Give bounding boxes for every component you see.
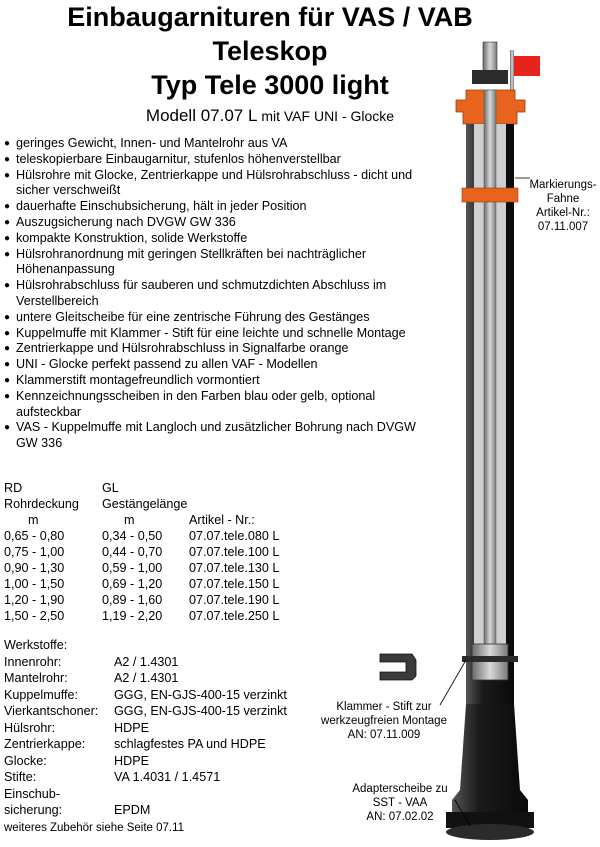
klammer-pin-icon	[462, 656, 518, 662]
flag-callout-line: Markierungs-	[529, 179, 597, 191]
unit-rd: m	[28, 513, 39, 527]
cell-artikel: 07.07.tele.150 L	[189, 577, 280, 591]
material-value: VA 1.4031 / 1.4571	[114, 770, 221, 784]
subtitle-model: Modell 07.07 L	[145, 106, 258, 125]
title-line-1: Einbaugarnituren für VAS / VAB	[67, 2, 473, 32]
cell-artikel: 07.07.tele.080 L	[189, 529, 280, 543]
inner-rod	[484, 90, 496, 650]
klammer-callout	[300, 700, 468, 742]
flag-callout-line: Fahne	[546, 193, 580, 205]
cell-gl: 1,19 - 2,20	[102, 609, 163, 623]
klammer-leader-line	[440, 660, 466, 705]
feature-item: ● VAS - Kuppelmuffe mit Langloch und zusätzlicher Bohrung nach DVGW GW 336	[4, 420, 434, 452]
feature-item: ● Zentrierkappe und Hülsrohrabschluss in Signalfarbe orange	[4, 341, 434, 357]
adapter-callout-line: SST - VAA	[372, 797, 428, 809]
feature-item: ● untere Gleitscheibe für eine zentrische Führung des Gestänges	[4, 310, 434, 326]
feature-item: ● Hülsrohre mit Glocke, Zentrierkappe und Hülsrohrabschluss - dicht und sicher verschweißt	[4, 168, 434, 200]
feature-item: ● UNI - Glocke perfekt passend zu allen VAF - Modellen	[4, 357, 434, 373]
material-value: GGG, EN-GJS-400-15 verzinkt	[114, 687, 287, 702]
title-line-3: Typ Tele 3000 light	[151, 70, 389, 100]
header-gl: GL	[102, 481, 119, 495]
material-value: HDPE	[114, 720, 149, 735]
kuppelmuffe	[472, 644, 508, 680]
material-value: A2 / 1.4301	[114, 654, 179, 669]
feature-list	[4, 136, 434, 452]
subtitle-bell: mit VAF UNI - Glocke	[257, 108, 395, 124]
material-key: Innenrohr:	[4, 654, 62, 669]
cell-gl: 0,44 - 0,70	[102, 545, 163, 559]
cell-rd: 0,75 - 1,00	[4, 545, 65, 559]
feature-item: ● Auszugsicherung nach DVGW GW 336	[4, 215, 434, 231]
footer-note: weiteres Zubehör siehe Seite 07.11	[4, 822, 185, 834]
subtitle	[0, 106, 540, 126]
cell-rd: 1,20 - 1,90	[4, 593, 65, 607]
cell-gl: 0,34 - 0,50	[102, 529, 163, 543]
material-key: Stifte:	[4, 770, 37, 784]
mantle-pipe	[466, 124, 514, 704]
material-key: Glocke:	[4, 753, 47, 768]
feature-item: ● Kuppelmuffe mit Klammer - Stift für eine leichte und schnelle Montage	[4, 326, 434, 342]
flag-callout	[526, 178, 600, 234]
feature-item: ● geringes Gewicht, Innen- und Mantelrohr aus VA	[4, 136, 434, 152]
hulsrohrabschluss	[462, 188, 518, 202]
feature-item: ● Hülsrohranordnung mit geringen Stellkräften bei nachträglicher Höhenanpassung	[4, 247, 434, 279]
flag-callout-line: 07.11.007	[537, 221, 589, 233]
header-rd: RD	[4, 481, 23, 495]
adapter-callout-line: Adapterscheibe zu	[352, 783, 448, 795]
klammer-callout-line: Klammer - Stift zur	[336, 701, 432, 713]
cell-gl: 0,89 - 1,60	[102, 593, 163, 607]
cell-artikel: 07.07.tele.190 L	[189, 593, 280, 607]
header-gestaengelaenge: Gestängelänge	[102, 497, 188, 511]
material-value: A2 / 1.4301	[114, 671, 179, 685]
material-value: EPDM	[114, 803, 151, 817]
cell-rd: 1,50 - 2,50	[4, 609, 65, 623]
feature-item: ● kompakte Konstruktion, solide Werkstoffe	[4, 231, 434, 247]
inner-tube	[474, 124, 506, 644]
cell-artikel: 07.07.tele.250 L	[189, 609, 280, 623]
material-value: schlagfestes PA und HDPE	[114, 737, 266, 751]
material-value: GGG, EN-GJS-400-15 verzinkt	[114, 704, 287, 718]
material-key: Kuppelmuffe:	[4, 687, 78, 702]
klammer-callout-line: AN: 07.11.009	[347, 729, 421, 741]
header-artikel: Artikel - Nr.:	[189, 513, 255, 527]
title-line-2: Teleskop	[212, 36, 328, 66]
feature-item: ● Hülsrohrabschluss für sauberen und schmutzdichten Abschluss im Verstellbereich	[4, 278, 434, 310]
feature-item: ● teleskopierbare Einbaugarnitur, stufenlos höhenverstellbar	[4, 152, 434, 168]
cell-gl: 0,69 - 1,20	[102, 577, 163, 591]
feature-item: ● dauerhafte Einschubsicherung, hält in jeder Position	[4, 199, 434, 215]
klammer-icon	[380, 654, 416, 680]
material-value: HDPE	[114, 753, 149, 768]
material-key: Vierkantschoner:	[4, 704, 99, 718]
material-key: Hülsrohr:	[4, 720, 56, 735]
feature-item: ● Klammerstift montagefreundlich vormontiert	[4, 373, 434, 389]
klammer-callout-line: werkzeugfreien Montage	[321, 715, 447, 727]
adapter-callout	[340, 782, 460, 824]
cell-artikel: 07.07.tele.100 L	[189, 545, 280, 559]
flag-callout-line: Artikel-Nr.:	[536, 207, 590, 219]
header-rohrdeckung: Rohrdeckung	[4, 497, 79, 511]
cell-rd: 0,90 - 1,30	[4, 561, 65, 575]
adapterscheibe	[446, 824, 534, 840]
feature-item: ● Kennzeichnungsscheiben in den Farben blau oder gelb, optional aufsteckbar	[4, 389, 434, 421]
cell-rd: 0,65 - 0,80	[4, 529, 65, 543]
cell-gl: 0,59 - 1,00	[102, 561, 163, 575]
unit-gl: m	[124, 513, 135, 527]
material-key: Mantelrohr:	[4, 671, 68, 685]
material-key: Einschub-	[4, 786, 61, 801]
material-key: sicherung:	[4, 803, 63, 817]
adapter-callout-line: AN: 07.02.02	[366, 811, 434, 823]
cell-artikel: 07.07.tele.130 L	[189, 561, 280, 575]
materials-heading: Werkstoffe:	[4, 638, 68, 652]
material-key: Zentrierkappe:	[4, 737, 86, 751]
cell-rd: 1,00 - 1,50	[4, 577, 65, 591]
